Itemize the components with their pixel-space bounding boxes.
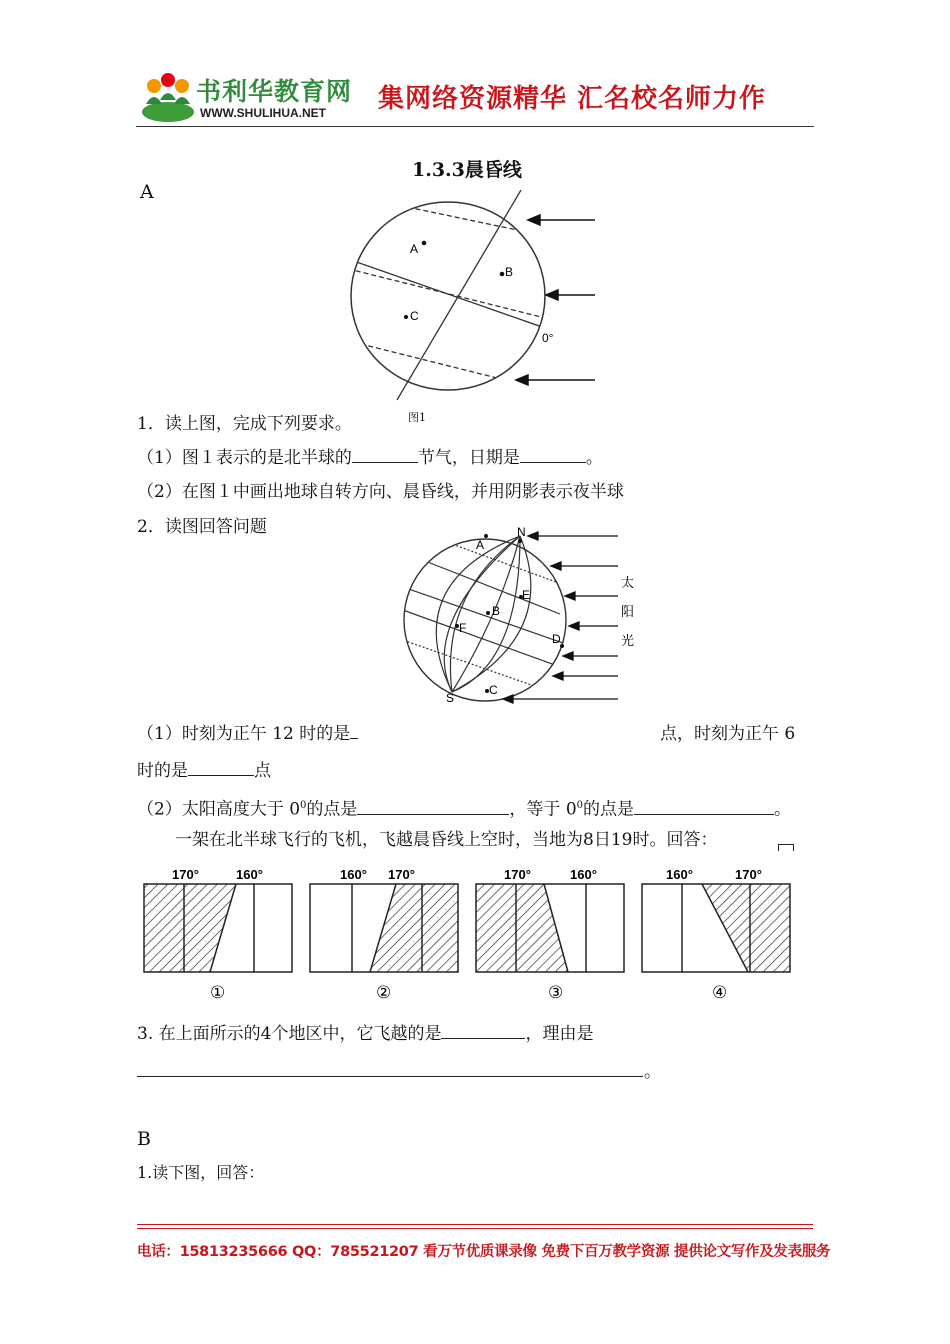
panel-2-right-degree: 170° — [388, 867, 415, 882]
q2-a2-text-d: 的点是 — [583, 799, 635, 820]
panel-1-right-degree: 160° — [236, 867, 263, 882]
q1-part1-text-a: （1）图１表示的是北半球的 — [137, 448, 352, 468]
figure-1-earth-diagram — [345, 190, 605, 420]
q3-reason-blank[interactable] — [137, 1076, 643, 1077]
page-title: 1.3.3晨昏线 — [412, 159, 522, 181]
q2-a2-text-b: 的点是 — [306, 799, 358, 820]
q2-blank-noon[interactable] — [350, 724, 358, 739]
panel-3-left-degree: 170° — [504, 867, 531, 882]
plane-question-text: 一架在北半球飞行的飞机，飞越晨昏线上空时，当地为8日19时。回答： — [175, 830, 718, 850]
q1-stem: 1．读上图，完成下列要求。 — [137, 414, 352, 434]
label-c: C — [489, 683, 498, 697]
q2-blank-greater[interactable] — [357, 800, 509, 815]
q2-a1-text-a: （1）时刻为正午 12 时的是 — [137, 724, 351, 744]
point-a-dot — [422, 241, 427, 246]
panel-2-left-degree: 160° — [340, 867, 367, 882]
q2-a1-text-b: 时的是 — [137, 761, 188, 781]
panel-4[interactable] — [642, 867, 790, 1002]
q2-answer1-line1-right: 点，时刻为正午 6 — [660, 724, 796, 744]
sunlight-char-1: 太 — [621, 575, 635, 590]
label-a: A — [476, 538, 485, 552]
panel-1[interactable] — [144, 867, 292, 1002]
figure-1-caption: 图1 — [408, 411, 426, 424]
q3-blank-region[interactable] — [441, 1024, 525, 1039]
q3-text-a: 3. 在上面所示的4个地区中，它飞越的是 — [137, 1024, 442, 1044]
q2-a2-text-a: （2）太阳高度大于 0 — [137, 799, 301, 820]
footer-contact: 电话：15813235666 QQ：785521207 看万节优质课录像 免费下百万教学资源 提供论文写作及发表服务 — [137, 1244, 831, 1260]
header-rule — [136, 126, 814, 127]
q3-line1 — [137, 1024, 593, 1044]
q1-blank-solar-term[interactable] — [352, 448, 418, 463]
q1-blank-date[interactable] — [520, 448, 586, 463]
logo-chinese-name: 书利华教育网 — [196, 77, 353, 106]
panel-3-right-degree: 160° — [570, 867, 597, 882]
logo-url: WWW.SHULIHUA.NET — [200, 106, 326, 120]
footer-rule-bottom — [137, 1228, 813, 1229]
q1-part1-text-b: 节气，日期是 — [417, 448, 520, 468]
label-b: B — [492, 604, 501, 618]
header-logo — [140, 66, 360, 124]
point-c-label: C — [410, 309, 419, 323]
q2-answer1-line1 — [137, 724, 358, 744]
label-n: N — [517, 525, 526, 539]
logo-people-icon — [140, 68, 196, 124]
four-region-panels — [140, 862, 810, 1002]
panel-1-number: ① — [210, 983, 226, 1002]
section-a-label: A — [140, 181, 154, 203]
b-question-1: 1.读下图，回答： — [137, 1163, 265, 1182]
q2-a2-sup-2: 0 — [576, 800, 584, 811]
footer-rule-top — [137, 1224, 813, 1225]
q2-blank-equal[interactable] — [634, 800, 774, 815]
q2-a2-text-e: 。 — [774, 799, 792, 820]
label-f: F — [459, 621, 467, 635]
label-s: S — [446, 691, 455, 705]
panel-2-number: ② — [376, 983, 392, 1002]
q3-text-b: ，理由是 — [525, 1024, 594, 1044]
q2-a1-text-c: 点 — [254, 761, 271, 781]
bracket-mark — [778, 844, 794, 851]
q3-end-mark: 。 — [644, 1062, 661, 1082]
panel-1-left-degree: 170° — [172, 867, 199, 882]
header-slogan: 集网络资源精华 汇名校名师力作 — [378, 84, 767, 114]
point-b-dot — [500, 272, 505, 277]
label-d: D — [552, 632, 561, 646]
q2-a2-text-c: ，等于 0 — [509, 799, 577, 820]
q1-part1-text-c: 。 — [585, 448, 603, 468]
panel-4-number: ④ — [712, 983, 728, 1002]
figure-2-earth-diagram — [400, 524, 640, 709]
panel-3-number: ③ — [548, 983, 564, 1002]
section-b-label: B — [137, 1128, 151, 1150]
panel-4-left-degree: 160° — [666, 867, 693, 882]
sunlight-char-3: 光 — [621, 633, 635, 648]
degree-label: 0° — [542, 331, 554, 345]
q2-answer1-line2 — [137, 761, 271, 781]
q2-blank-six[interactable] — [188, 761, 254, 776]
q1-part1 — [137, 448, 603, 468]
q2-answer2 — [137, 796, 791, 820]
panel-3[interactable] — [476, 867, 624, 1002]
label-e: E — [522, 588, 531, 602]
point-c-dot — [404, 315, 408, 319]
panel-2[interactable] — [310, 867, 458, 1002]
q2-stem: 2．读图回答问题 — [137, 517, 267, 537]
point-a-label: A — [410, 242, 419, 256]
point-b-label: B — [505, 265, 514, 279]
sunlight-char-2: 阳 — [621, 604, 635, 619]
q1-part2: （2）在图１中画出地球自转方向、晨昏线，并用阴影表示夜半球 — [137, 482, 624, 502]
panel-4-right-degree: 170° — [735, 867, 762, 882]
q2-a2-sup-1: 0 — [300, 800, 307, 811]
